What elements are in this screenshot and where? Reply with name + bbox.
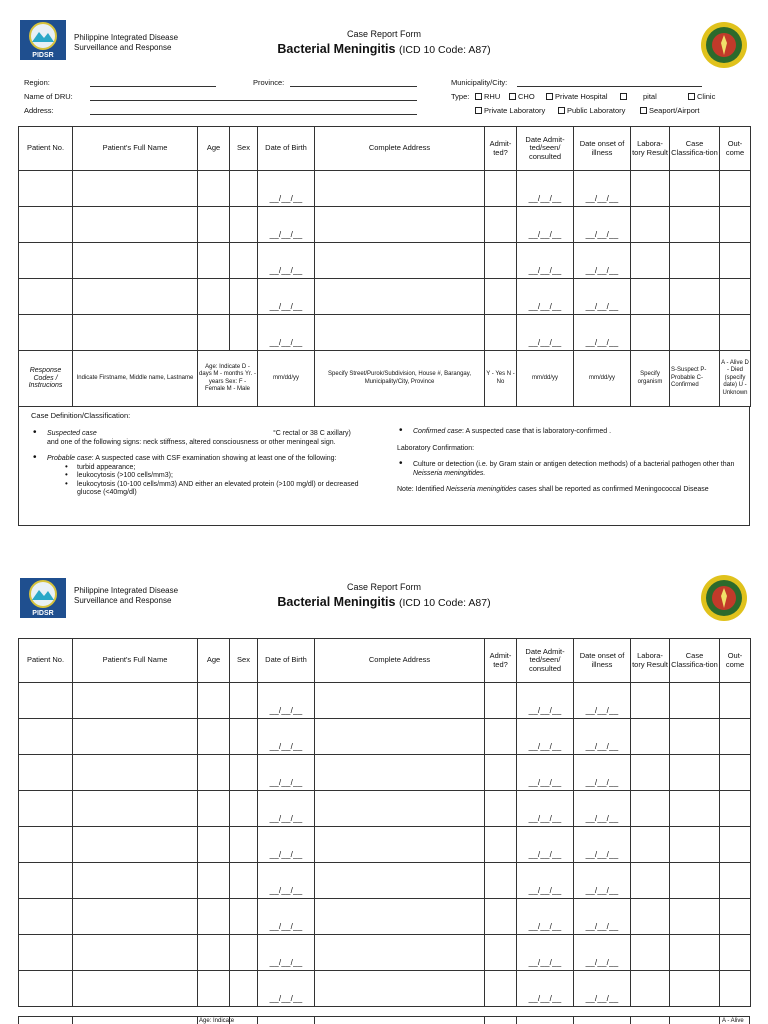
region-field[interactable] xyxy=(90,78,216,87)
cell-patient-no[interactable] xyxy=(19,971,73,1007)
cell-full-name[interactable] xyxy=(73,719,198,755)
cell-patient-no[interactable] xyxy=(19,207,73,243)
disease-title: Bacterial Meningitis (ICD 10 Code: A87) xyxy=(277,42,491,56)
col-header-patient-no: Patient No. xyxy=(19,639,73,683)
cell-age[interactable] xyxy=(198,315,230,351)
cell-sex[interactable] xyxy=(230,899,258,935)
cell-case-classification[interactable] xyxy=(670,791,720,827)
cell-date-onset[interactable]: __/__/__ xyxy=(574,171,631,207)
cell-patient-no[interactable] xyxy=(19,683,73,719)
meningococcal-note: Note: Identified Neisseria meningitides cases shall be reported as confirmed Meningococcal Disease xyxy=(397,486,709,493)
cell-date-admitted[interactable]: __/__/__ xyxy=(517,243,574,279)
cell-date-onset[interactable]: __/__/__ xyxy=(574,935,631,971)
cell-complete-address[interactable] xyxy=(315,935,485,971)
definitions-right-column xyxy=(397,428,742,503)
cell-admitted[interactable] xyxy=(485,243,517,279)
response-codes-row xyxy=(19,351,751,407)
table-row xyxy=(19,171,751,207)
cell-date-onset[interactable]: __/__/__ xyxy=(574,207,631,243)
code-onset: mm/dd/yy xyxy=(574,351,631,407)
cell-age[interactable] xyxy=(198,827,230,863)
cell-admitted[interactable] xyxy=(485,971,517,1007)
cell-sex[interactable] xyxy=(230,971,258,1007)
type-public-lab-checkbox[interactable] xyxy=(558,107,565,114)
cell-age[interactable] xyxy=(198,683,230,719)
suspected-case-definition: • Suspected case °C rectal or 38 C axillary) and one of the following signs: neck stiffness, altered consciousness or other meningeal sign. xyxy=(31,430,371,447)
cell-date-admitted[interactable]: __/__/__ xyxy=(517,207,574,243)
cell-admitted[interactable] xyxy=(485,683,517,719)
cell-lab-result[interactable] xyxy=(631,719,670,755)
cell-patient-no[interactable] xyxy=(19,171,73,207)
organization-name: Philippine Integrated Disease Surveillance and Response xyxy=(74,33,179,52)
cell-case-classification[interactable] xyxy=(670,755,720,791)
cell-complete-address[interactable] xyxy=(315,279,485,315)
cell-sex[interactable] xyxy=(230,827,258,863)
address-label: Address: xyxy=(24,106,54,115)
cell-lab-result[interactable] xyxy=(631,315,670,351)
municipality-field[interactable] xyxy=(517,78,702,87)
cell-date-of-birth[interactable]: __/__/__ xyxy=(258,899,315,935)
cell-patient-no[interactable] xyxy=(19,827,73,863)
cell-outcome[interactable] xyxy=(720,171,751,207)
cell-date-admitted[interactable]: __/__/__ xyxy=(517,755,574,791)
cell-date-onset[interactable]: __/__/__ xyxy=(574,971,631,1007)
cell-date-onset[interactable]: __/__/__ xyxy=(574,719,631,755)
cell-date-of-birth[interactable]: __/__/__ xyxy=(258,971,315,1007)
cell-date-of-birth[interactable]: __/__/__ xyxy=(258,315,315,351)
cell-sex[interactable] xyxy=(230,243,258,279)
cell-lab-result[interactable] xyxy=(631,243,670,279)
cell-date-admitted[interactable]: __/__/__ xyxy=(517,791,574,827)
col-header-age: Age xyxy=(198,639,230,683)
type-public-hospital-checkbox[interactable] xyxy=(620,93,627,100)
province-field[interactable] xyxy=(290,78,417,87)
code-address: Specify Street/Purok/Subdivision, House #, Barangay, Municipality/City, Province xyxy=(315,351,485,407)
cell-date-onset[interactable]: __/__/__ xyxy=(574,899,631,935)
reporting-unit-info xyxy=(24,78,754,122)
type-seaport-checkbox[interactable] xyxy=(640,107,647,114)
cell-complete-address[interactable] xyxy=(315,971,485,1007)
cell-date-of-birth[interactable]: __/__/__ xyxy=(258,279,315,315)
cell-full-name[interactable] xyxy=(73,243,198,279)
cell-full-name[interactable] xyxy=(73,935,198,971)
cell-lab-result[interactable] xyxy=(631,863,670,899)
code-lab: Specify organism xyxy=(631,351,670,407)
table-row xyxy=(19,315,751,351)
type-public-lab-option[interactable]: Public Laboratory xyxy=(558,106,625,115)
cell-date-onset[interactable]: __/__/__ xyxy=(574,863,631,899)
cell-admitted[interactable] xyxy=(485,935,517,971)
form-header xyxy=(0,0,768,59)
cell-admitted[interactable] xyxy=(485,863,517,899)
cell-case-classification[interactable] xyxy=(670,971,720,1007)
table-row xyxy=(19,863,751,899)
address-field[interactable] xyxy=(90,106,417,115)
cell-date-admitted[interactable]: __/__/__ xyxy=(517,863,574,899)
patient-table xyxy=(18,126,751,407)
col-header-case-classification: Case Classifica-tion xyxy=(670,639,720,683)
cell-case-classification[interactable] xyxy=(670,827,720,863)
doh-seal-icon xyxy=(700,21,748,69)
code-classification: S-Suspect P-Probable C-Confirmed xyxy=(670,351,720,407)
cell-age[interactable] xyxy=(198,971,230,1007)
cell-outcome[interactable] xyxy=(720,683,751,719)
col-header-full-name: Patient's Full Name xyxy=(73,639,198,683)
cell-lab-result[interactable] xyxy=(631,899,670,935)
cell-full-name[interactable] xyxy=(73,683,198,719)
col-header-admitted: Admit-ted? xyxy=(485,127,517,171)
cell-age[interactable] xyxy=(198,899,230,935)
cell-full-name[interactable] xyxy=(73,899,198,935)
table-header-row xyxy=(19,639,751,683)
cell-admitted[interactable] xyxy=(485,207,517,243)
cell-date-of-birth[interactable]: __/__/__ xyxy=(258,791,315,827)
cell-complete-address[interactable] xyxy=(315,755,485,791)
cell-age[interactable] xyxy=(198,863,230,899)
code-date_admitted: mm/dd/yy xyxy=(517,351,574,407)
cell-full-name[interactable] xyxy=(73,171,198,207)
cell-complete-address[interactable] xyxy=(315,315,485,351)
cell-outcome[interactable] xyxy=(720,971,751,1007)
cell-outcome[interactable] xyxy=(720,207,751,243)
cell-lab-result[interactable] xyxy=(631,755,670,791)
cell-sex[interactable] xyxy=(230,207,258,243)
cell-date-of-birth[interactable]: __/__/__ xyxy=(258,863,315,899)
cell-lab-result[interactable] xyxy=(631,971,670,1007)
col-header-patient-no: Patient No. xyxy=(19,127,73,171)
col-header-date-onset: Date onset of illness xyxy=(574,127,631,171)
cell-case-classification[interactable] xyxy=(670,719,720,755)
cell-admitted[interactable] xyxy=(485,171,517,207)
cell-age[interactable] xyxy=(198,243,230,279)
cell-complete-address[interactable] xyxy=(315,207,485,243)
logo-label: PIDSR xyxy=(32,52,54,59)
cell-case-classification[interactable] xyxy=(670,315,720,351)
cell-date-admitted[interactable]: __/__/__ xyxy=(517,935,574,971)
cell-date-of-birth[interactable]: __/__/__ xyxy=(258,827,315,863)
probable-case-definition: • Probable case: A suspected case with CSF examination showing at least one of the following: • turbid appearance; • leukocytosis (>100 cells/mm3); • leukocytosis (10-100 cells/mm3) AND either an elevated protein (>100 mg/dl) or decreased glucose (<40mg/dl) xyxy=(31,455,371,498)
col-header-lab-result: Labora-tory Result xyxy=(631,127,670,171)
doh-seal-icon xyxy=(700,574,748,622)
cell-date-of-birth[interactable]: __/__/__ xyxy=(258,935,315,971)
cell-patient-no[interactable] xyxy=(19,279,73,315)
cell-complete-address[interactable] xyxy=(315,719,485,755)
cell-admitted[interactable] xyxy=(485,791,517,827)
cell-patient-no[interactable] xyxy=(19,863,73,899)
cell-age[interactable] xyxy=(198,755,230,791)
cell-complete-address[interactable] xyxy=(315,863,485,899)
type-label: Type: xyxy=(451,92,470,101)
type-seaport-option[interactable]: Seaport/Airport xyxy=(640,106,699,115)
lab-confirmation-title: Laboratory Confirmation: xyxy=(397,444,475,452)
cell-outcome[interactable] xyxy=(720,791,751,827)
cell-admitted[interactable] xyxy=(485,719,517,755)
cell-complete-address[interactable] xyxy=(315,899,485,935)
cell-full-name[interactable] xyxy=(73,971,198,1007)
cell-date-admitted[interactable]: __/__/__ xyxy=(517,899,574,935)
col-header-date-admitted: Date Admit-ted/seen/ consulted xyxy=(517,639,574,683)
table-row xyxy=(19,279,751,315)
type-cho-checkbox[interactable] xyxy=(509,93,516,100)
col-header-outcome: Out-come xyxy=(720,639,751,683)
cell-date-of-birth[interactable]: __/__/__ xyxy=(258,171,315,207)
cell-sex[interactable] xyxy=(230,683,258,719)
cell-full-name[interactable] xyxy=(73,755,198,791)
lab-confirmation-text: • Culture or detection (i.e. by Gram stain or antigen detection methods) of a bacterial pathogen other than Neisseria meningitides. xyxy=(397,461,742,478)
code-age: Age: Indicate D - days M - months Yr. - years Sex: F - Female M - Male xyxy=(198,351,258,407)
cell-full-name[interactable] xyxy=(73,279,198,315)
cell-age[interactable] xyxy=(198,935,230,971)
cell-age[interactable] xyxy=(198,171,230,207)
cell-date-admitted[interactable]: __/__/__ xyxy=(517,971,574,1007)
cell-age[interactable] xyxy=(198,207,230,243)
cell-case-classification[interactable] xyxy=(670,683,720,719)
col-header-outcome: Out-come xyxy=(720,127,751,171)
cell-outcome[interactable] xyxy=(720,755,751,791)
cell-lab-result[interactable] xyxy=(631,171,670,207)
cell-sex[interactable] xyxy=(230,315,258,351)
cell-date-admitted[interactable]: __/__/__ xyxy=(517,171,574,207)
code-name: Indicate Firstname, Middle name, Lastname xyxy=(73,351,198,407)
type-private-hospital-option[interactable]: Private Hospital xyxy=(546,92,608,101)
patient-table-2 xyxy=(18,638,751,1007)
code-label: Response Codes / Instrucions xyxy=(19,351,73,407)
cell-sex[interactable] xyxy=(230,791,258,827)
cell-date-admitted[interactable]: __/__/__ xyxy=(517,315,574,351)
cell-sex[interactable] xyxy=(230,863,258,899)
cell-full-name[interactable] xyxy=(73,863,198,899)
province-label: Province: xyxy=(253,78,285,87)
form-title: Case Report Form xyxy=(346,29,422,39)
table-row xyxy=(19,971,751,1007)
cell-complete-address[interactable] xyxy=(315,791,485,827)
cell-date-of-birth[interactable]: __/__/__ xyxy=(258,207,315,243)
cell-case-classification[interactable] xyxy=(670,899,720,935)
cell-age[interactable] xyxy=(198,719,230,755)
cell-outcome[interactable] xyxy=(720,279,751,315)
cell-patient-no[interactable] xyxy=(19,935,73,971)
col-header-age: Age xyxy=(198,127,230,171)
cell-date-onset[interactable]: __/__/__ xyxy=(574,315,631,351)
table-row xyxy=(19,791,751,827)
organization-name: Philippine Integrated Disease Surveillance and Response xyxy=(74,586,179,605)
cell-outcome[interactable] xyxy=(720,827,751,863)
code-dob: mm/dd/yy xyxy=(258,351,315,407)
form-header-2 xyxy=(0,566,768,617)
col-header-complete-address: Complete Address xyxy=(315,639,485,683)
cell-date-of-birth[interactable]: __/__/__ xyxy=(258,243,315,279)
cell-case-classification[interactable] xyxy=(670,935,720,971)
cell-date-of-birth[interactable]: __/__/__ xyxy=(258,683,315,719)
col-header-date-onset: Date onset of illness xyxy=(574,639,631,683)
col-header-date-of-birth: Date of Birth xyxy=(258,639,315,683)
cell-outcome[interactable] xyxy=(720,719,751,755)
cell-patient-no[interactable] xyxy=(19,899,73,935)
cell-date-admitted[interactable]: __/__/__ xyxy=(517,683,574,719)
cell-complete-address[interactable] xyxy=(315,827,485,863)
definitions-left-column xyxy=(31,430,371,506)
cell-sex[interactable] xyxy=(230,279,258,315)
type-public-hospital-option[interactable]: pital xyxy=(620,92,657,101)
municipality-label: Municipality/City: xyxy=(451,78,508,87)
cell-patient-no[interactable] xyxy=(19,243,73,279)
code-admitted: Y - Yes N - No xyxy=(485,351,517,407)
col-header-sex: Sex xyxy=(230,127,258,171)
dru-label: Name of DRU: xyxy=(24,92,73,101)
col-header-date-of-birth: Date of Birth xyxy=(258,127,315,171)
case-definition-box xyxy=(18,406,750,526)
cell-date-onset[interactable]: __/__/__ xyxy=(574,791,631,827)
cell-admitted[interactable] xyxy=(485,827,517,863)
region-label: Region: xyxy=(24,78,50,87)
cell-complete-address[interactable] xyxy=(315,683,485,719)
partial-codes-row xyxy=(18,1016,750,1024)
cell-full-name[interactable] xyxy=(73,827,198,863)
cell-lab-result[interactable] xyxy=(631,279,670,315)
cell-outcome[interactable] xyxy=(720,863,751,899)
cell-date-admitted[interactable]: __/__/__ xyxy=(517,279,574,315)
cell-case-classification[interactable] xyxy=(670,863,720,899)
cell-lab-result[interactable] xyxy=(631,827,670,863)
cell-admitted[interactable] xyxy=(485,315,517,351)
type-rhu-checkbox[interactable] xyxy=(475,93,482,100)
table-row xyxy=(19,719,751,755)
col-header-full-name: Patient's Full Name xyxy=(73,127,198,171)
cell-case-classification[interactable] xyxy=(670,279,720,315)
cell-admitted[interactable] xyxy=(485,279,517,315)
table-row xyxy=(19,935,751,971)
col-header-lab-result: Labora-tory Result xyxy=(631,639,670,683)
dru-field[interactable] xyxy=(90,92,417,101)
cell-date-of-birth[interactable]: __/__/__ xyxy=(258,719,315,755)
cell-lab-result[interactable] xyxy=(631,207,670,243)
table-row xyxy=(19,827,751,863)
col-header-date-admitted: Date Admit-ted/seen/ consulted xyxy=(517,127,574,171)
cell-sex[interactable] xyxy=(230,171,258,207)
cell-date-onset[interactable]: __/__/__ xyxy=(574,827,631,863)
table-row xyxy=(19,899,751,935)
cell-admitted[interactable] xyxy=(485,899,517,935)
cell-age[interactable] xyxy=(198,791,230,827)
cell-date-onset[interactable]: __/__/__ xyxy=(574,755,631,791)
cell-date-of-birth[interactable]: __/__/__ xyxy=(258,755,315,791)
cell-date-admitted[interactable]: __/__/__ xyxy=(517,719,574,755)
cell-age[interactable] xyxy=(198,279,230,315)
cell-case-classification[interactable] xyxy=(670,171,720,207)
cell-date-onset[interactable]: __/__/__ xyxy=(574,243,631,279)
case-definition-title: Case Definition/Classification: xyxy=(31,411,131,420)
type-cho-option[interactable]: CHO xyxy=(509,92,535,101)
cell-patient-no[interactable] xyxy=(19,315,73,351)
col-header-case-classification: Case Classifica-tion xyxy=(670,127,720,171)
table-row xyxy=(19,243,751,279)
cell-admitted[interactable] xyxy=(485,755,517,791)
table-header-row xyxy=(19,127,751,171)
disease-title: Bacterial Meningitis (ICD 10 Code: A87) xyxy=(277,595,491,609)
type-private-hospital-checkbox[interactable] xyxy=(546,93,553,100)
col-header-sex: Sex xyxy=(230,639,258,683)
confirmed-case-definition: • Confirmed case: A suspected case that is laboratory-confirmed . xyxy=(397,428,742,437)
type-rhu-option[interactable]: RHU xyxy=(475,92,500,101)
cell-case-classification[interactable] xyxy=(670,207,720,243)
table-row xyxy=(19,755,751,791)
type-clinic-checkbox[interactable] xyxy=(688,93,695,100)
logo-label: PIDSR xyxy=(32,610,54,617)
cell-sex[interactable] xyxy=(230,719,258,755)
form-title: Case Report Form xyxy=(346,582,422,592)
partial-outcome-code: A - Alive xyxy=(722,1018,744,1024)
cell-outcome[interactable] xyxy=(720,243,751,279)
type-private-lab-checkbox[interactable] xyxy=(475,107,482,114)
cell-complete-address[interactable] xyxy=(315,243,485,279)
cell-outcome[interactable] xyxy=(720,935,751,971)
cell-complete-address[interactable] xyxy=(315,171,485,207)
code-outcome: A - Alive D - Died (specify date) U - Unknown xyxy=(720,351,751,407)
cell-sex[interactable] xyxy=(230,755,258,791)
cell-lab-result[interactable] xyxy=(631,791,670,827)
cell-full-name[interactable] xyxy=(73,207,198,243)
cell-date-onset[interactable]: __/__/__ xyxy=(574,279,631,315)
col-header-complete-address: Complete Address xyxy=(315,127,485,171)
cell-sex[interactable] xyxy=(230,935,258,971)
col-header-admitted: Admit-ted? xyxy=(485,639,517,683)
cell-patient-no[interactable] xyxy=(19,791,73,827)
table-row xyxy=(19,207,751,243)
cell-lab-result[interactable] xyxy=(631,683,670,719)
case-report-form-2 xyxy=(0,566,768,1024)
cell-lab-result[interactable] xyxy=(631,935,670,971)
type-clinic-option[interactable]: Clinic xyxy=(688,92,715,101)
cell-case-classification[interactable] xyxy=(670,243,720,279)
cell-date-onset[interactable]: __/__/__ xyxy=(574,683,631,719)
cell-full-name[interactable] xyxy=(73,315,198,351)
cell-full-name[interactable] xyxy=(73,791,198,827)
table-row xyxy=(19,683,751,719)
cell-patient-no[interactable] xyxy=(19,755,73,791)
cell-outcome[interactable] xyxy=(720,899,751,935)
type-private-lab-option[interactable]: Private Laboratory xyxy=(475,106,545,115)
cell-date-admitted[interactable]: __/__/__ xyxy=(517,827,574,863)
cell-patient-no[interactable] xyxy=(19,719,73,755)
partial-age-code: Age: Indicate xyxy=(199,1018,235,1024)
cell-outcome[interactable] xyxy=(720,315,751,351)
